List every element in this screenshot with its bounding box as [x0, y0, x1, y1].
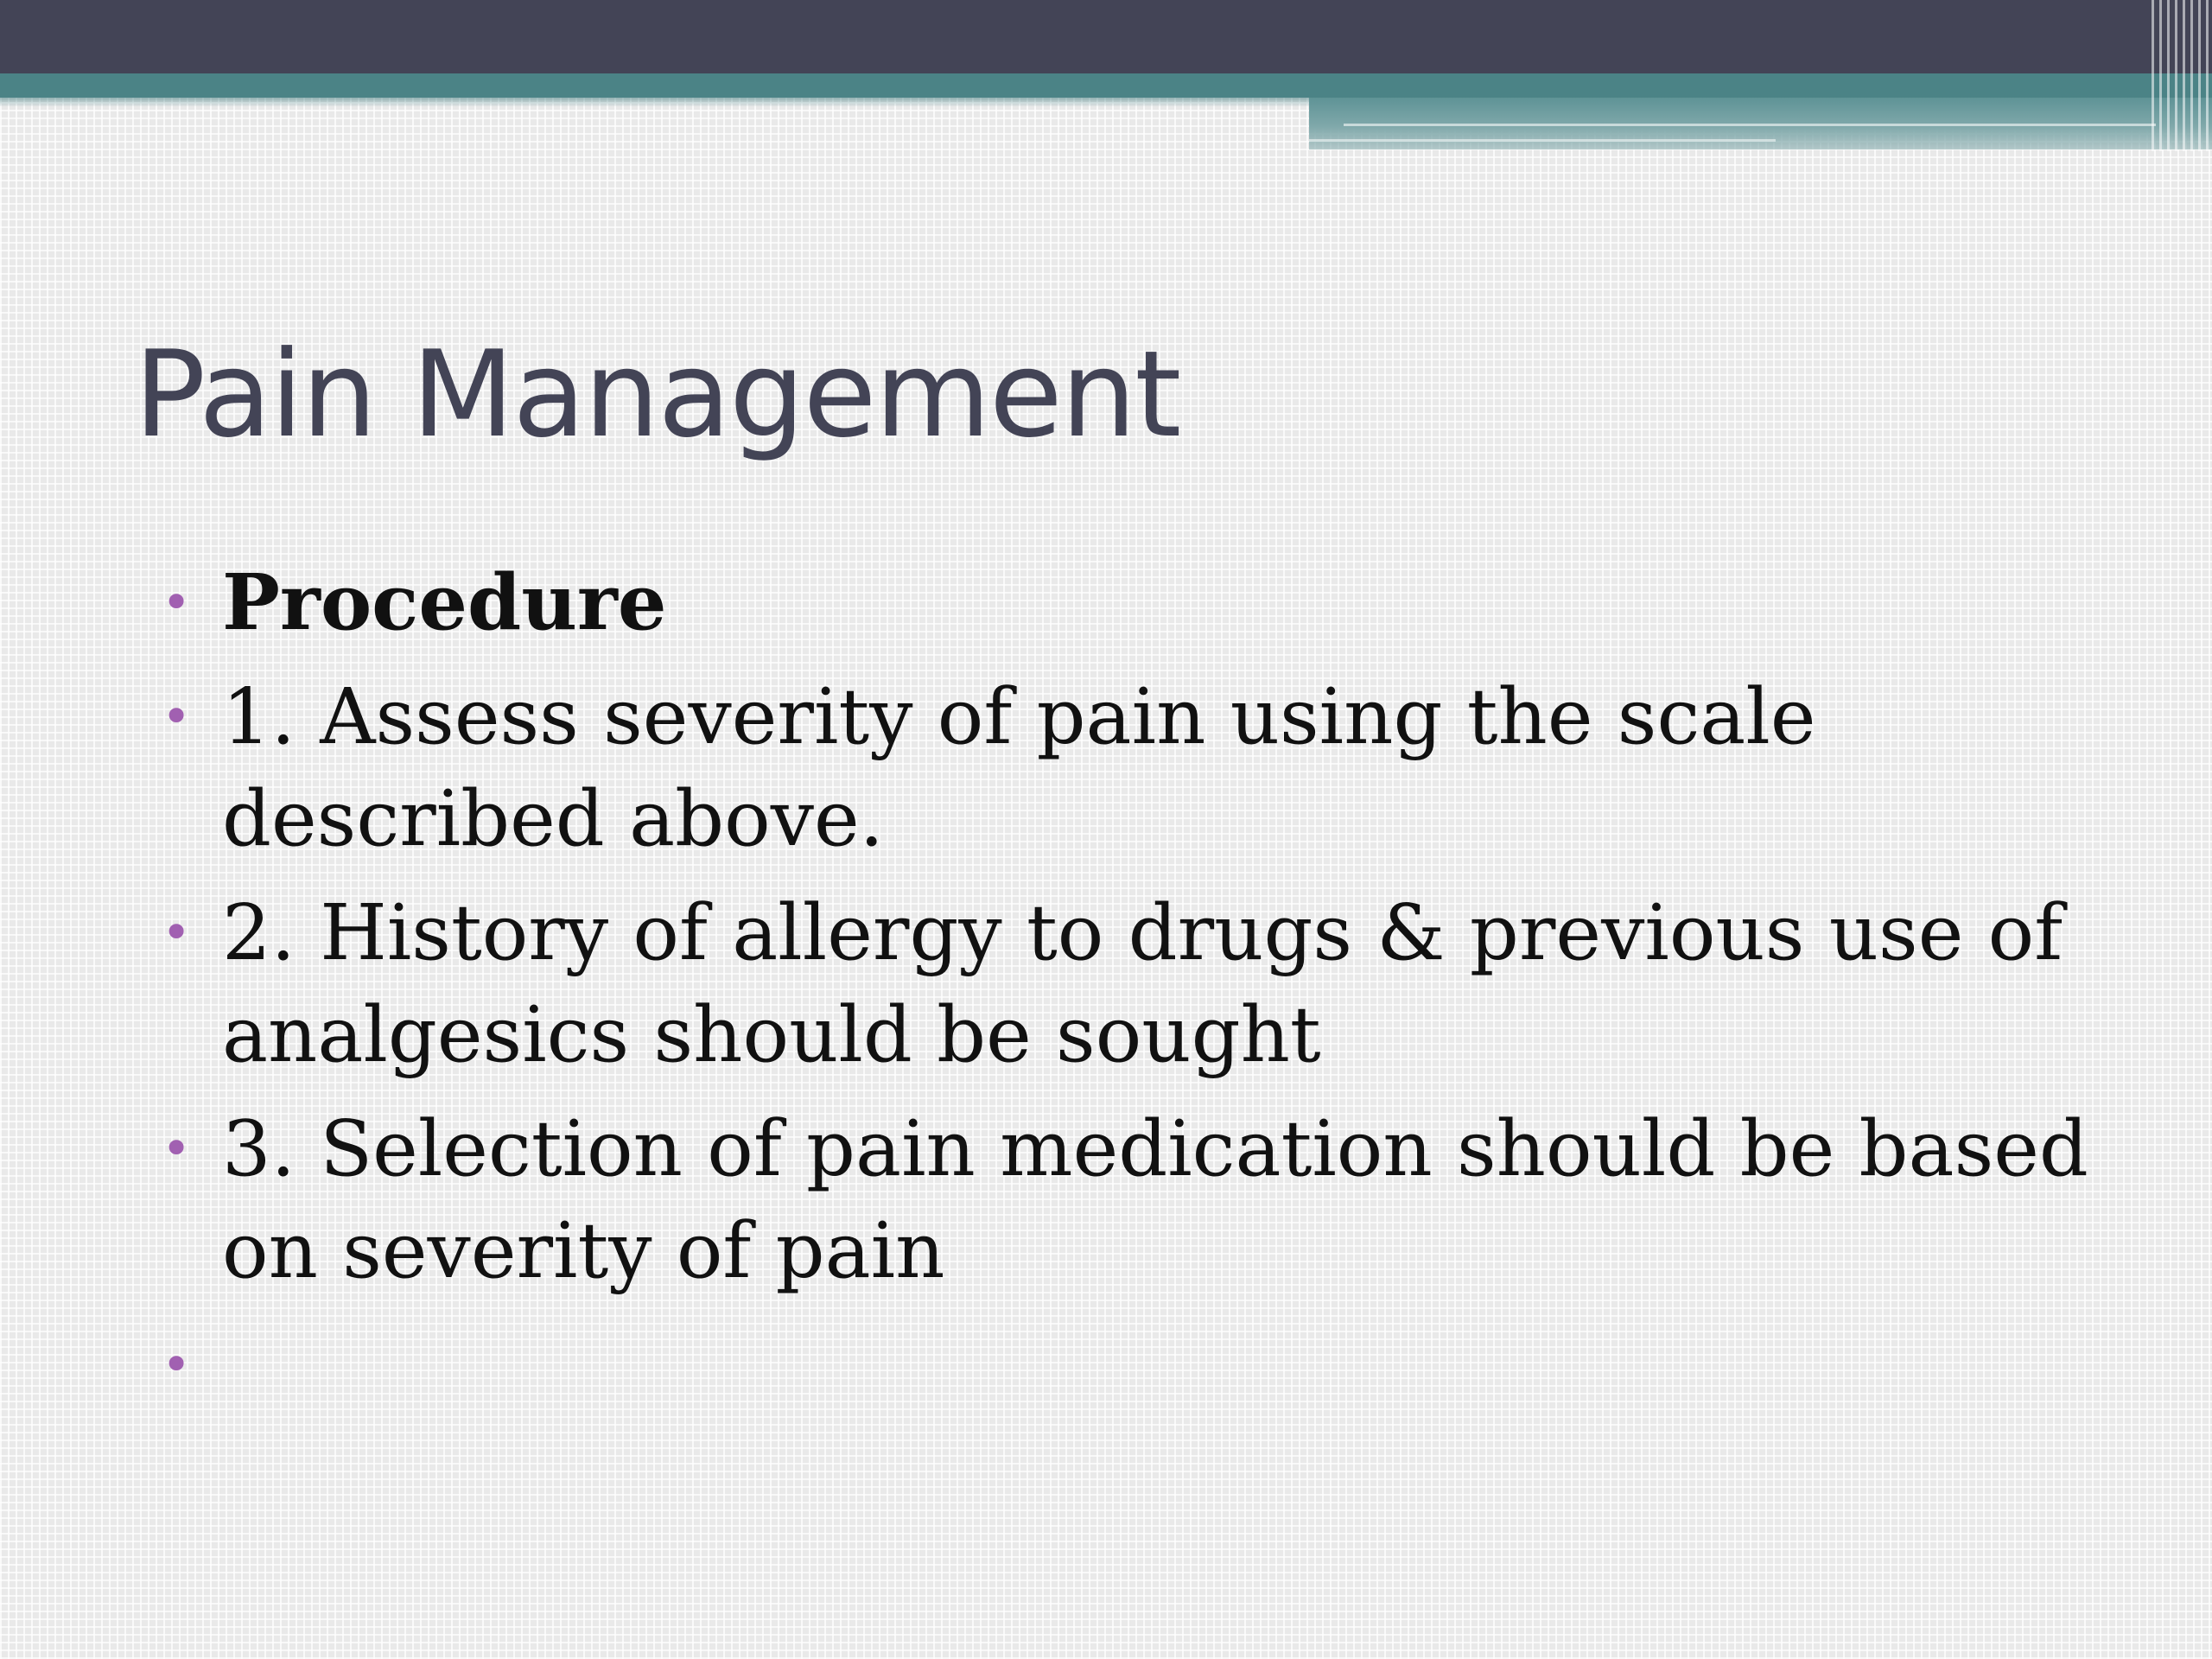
- bullet-list: [156, 551, 2100, 1427]
- bullet-dot-icon: •: [162, 1335, 192, 1394]
- bullet-dot-icon: •: [162, 903, 192, 962]
- bullet-dot-icon: •: [162, 687, 192, 746]
- header-stripe: [1309, 139, 1776, 142]
- header-accent-block: [1309, 98, 2212, 149]
- bullet-dot-icon: •: [162, 573, 192, 632]
- bullet-item-empty: [156, 1313, 2100, 1415]
- slide-title: Pain Management: [134, 325, 1180, 464]
- bullet-text: 2. History of allergy to drugs & previous use of analgesics should be sought: [222, 887, 2063, 1079]
- bullet-text: 3. Selection of pain medication should be based on severity of pain: [222, 1103, 2088, 1295]
- header-stripe: [1344, 124, 2156, 126]
- header-accent-band: [0, 73, 2212, 98]
- bullet-item-assess-severity: [156, 665, 2100, 869]
- bullet-text: Procedure: [222, 556, 667, 647]
- header-accent-fade: [0, 98, 1309, 106]
- bullet-text: 1. Assess severity of pain using the scale described above.: [222, 671, 1816, 863]
- bullet-dot-icon: •: [162, 1119, 192, 1178]
- header-edge-lines: [2152, 0, 2212, 151]
- bullet-item-procedure: [156, 551, 2100, 653]
- bullet-item-allergy-history: [156, 881, 2100, 1085]
- bullet-item-medication-selection: [156, 1097, 2100, 1301]
- header-bar: [0, 0, 2212, 73]
